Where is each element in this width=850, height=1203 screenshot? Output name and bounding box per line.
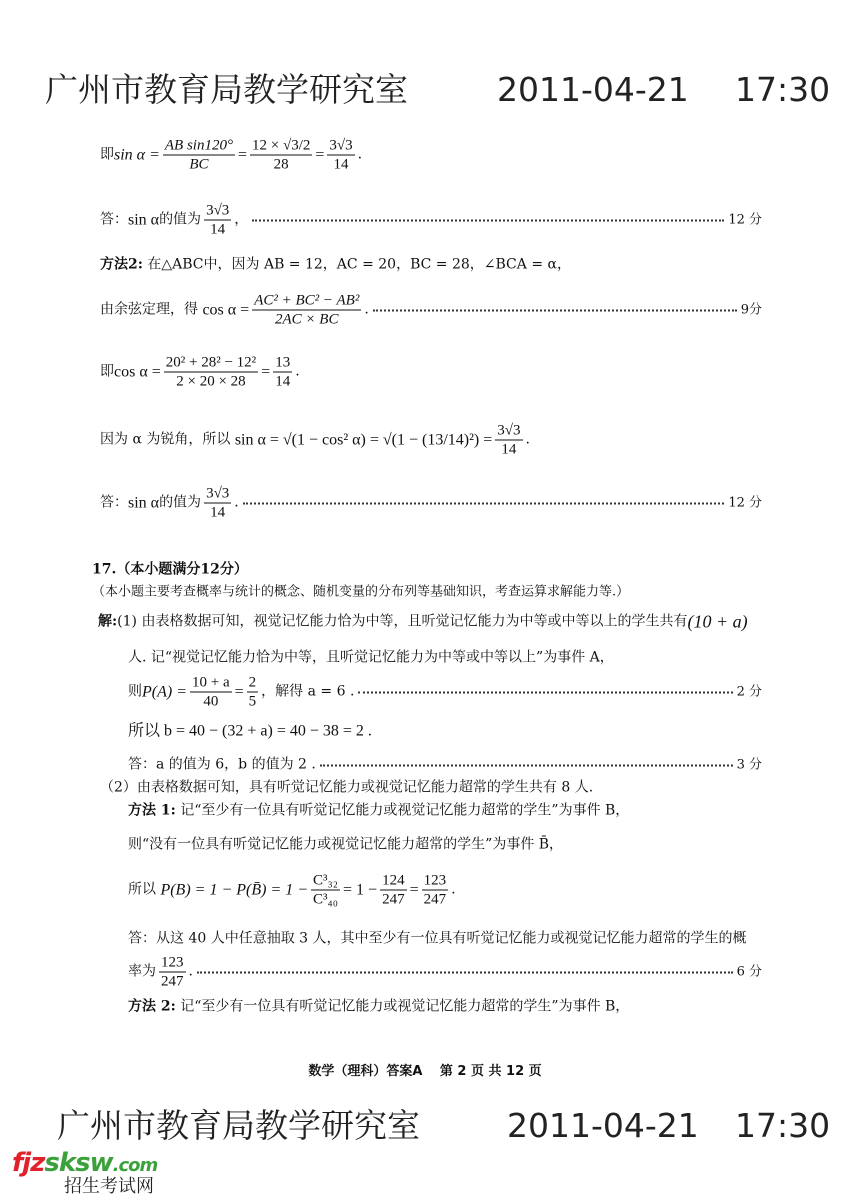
numerator: 3√3: [206, 485, 230, 502]
denominator: 5: [248, 693, 257, 710]
answer-prob-value-line: [128, 954, 762, 991]
text: .: [188, 963, 193, 980]
text: 记“至少有一位具有听觉记忆能力或视觉记忆能力超常的学生”为事件 B，: [180, 802, 630, 819]
text: .: [525, 431, 530, 448]
text: 的值为: [159, 494, 202, 511]
numerator: 20² + 28² − 12²: [165, 354, 257, 371]
text: 的值为: [159, 211, 202, 228]
text: 人. 记“视觉记忆能力恰为中等，且听觉记忆能力为中等或中等以上”为事件 A，: [128, 649, 614, 666]
part2-line: [100, 780, 762, 797]
method-label: 方法 1:: [128, 802, 176, 819]
dotted-leader: [320, 764, 733, 766]
math: sin α: [128, 211, 160, 229]
score: 6 分: [736, 964, 762, 980]
dotted-leader: [358, 691, 732, 693]
method-label: 方法2:: [100, 256, 143, 273]
text: 答：a 的值为 6，b 的值为 2 .: [128, 756, 316, 773]
fraction: [252, 292, 361, 329]
fraction: [247, 674, 259, 711]
text: 所以 b = 40 − (32 + a) = 40 − 38 = 2 .: [128, 722, 372, 740]
score: 12 分: [728, 212, 762, 228]
dotted-leader: [252, 219, 724, 221]
cosine-law-line: [100, 292, 762, 329]
numerator: 2: [248, 674, 257, 691]
math: =: [315, 146, 325, 164]
text: 率为: [128, 963, 156, 980]
fraction: [422, 872, 449, 909]
math: (10 + a): [687, 611, 748, 632]
text: 则: [128, 683, 142, 700]
score: 2 分: [736, 684, 762, 700]
fraction: [327, 137, 354, 174]
page-header: [0, 72, 850, 108]
text: 即: [100, 363, 114, 380]
math: cos α =: [202, 301, 250, 319]
fraction: [273, 354, 292, 391]
line-sin-calc: [100, 137, 762, 174]
score: 3 分: [736, 757, 762, 773]
denominator: 14: [210, 504, 226, 521]
method2-line: [100, 257, 762, 274]
denominator: 28: [273, 156, 289, 173]
dotted-leader: [243, 502, 725, 504]
fraction: [159, 954, 186, 991]
numerator: AC² + BC² − AB²: [254, 292, 360, 309]
denominator: 2 × 20 × 28: [176, 373, 246, 390]
answer-prob-line: [128, 931, 770, 948]
numerator: 123: [161, 954, 184, 971]
fraction: [311, 872, 340, 909]
numerator: 10 + a: [192, 674, 230, 691]
score: 12 分: [728, 495, 762, 511]
text: 答：: [100, 211, 128, 228]
method2b-line: [128, 999, 762, 1016]
logo-text-red: fjz: [12, 1148, 45, 1178]
numerator: 3√3: [329, 137, 353, 154]
question-17-title: [92, 562, 762, 579]
watermark-logo: [12, 1150, 157, 1198]
dotted-leader: [373, 309, 737, 311]
numerator: 13: [275, 354, 291, 371]
complement-event-line: [128, 837, 762, 854]
denominator: 2AC × BC: [275, 311, 339, 328]
cos-value-line: [100, 354, 762, 391]
text: 则“没有一位具有听觉记忆能力或视觉记忆能力超常的学生”为事件 B̄，: [128, 836, 564, 853]
fraction: [190, 674, 232, 711]
sin-from-cos-line: [100, 422, 762, 459]
text: ，: [234, 211, 249, 228]
numerator: C³₃₂: [313, 872, 339, 889]
numerator: 124: [382, 872, 405, 889]
logo-domain: .com: [112, 1155, 158, 1176]
denominator: 14: [333, 156, 349, 173]
math: =: [234, 683, 244, 701]
fraction: [495, 422, 522, 459]
text: .: [357, 146, 363, 163]
bottom-header-time: 17:30: [735, 1106, 831, 1145]
math: P(A) =: [142, 683, 187, 701]
text: 答：从这 40 人中任意抽取 3 人，其中至少有一位具有听觉记忆能力或视觉记忆能力超常的学生的概: [128, 930, 747, 947]
math: sin α =: [114, 146, 160, 164]
text: 所以: [128, 881, 156, 898]
text: .: [295, 363, 300, 380]
numerator: AB sin120°: [164, 137, 233, 154]
numerator: 3√3: [206, 202, 230, 219]
text: 即: [100, 146, 114, 163]
bottom-header-org: 广州市教育局教学研究室: [57, 1106, 420, 1145]
denominator: 40: [203, 693, 219, 710]
denominator: 14: [275, 373, 291, 390]
text: .: [451, 881, 456, 898]
page-footer: 数学（理科）答案A 第 2 页 共 12 页: [308, 1064, 542, 1079]
denominator: 247: [161, 973, 184, 990]
math: cos α =: [114, 363, 161, 381]
denominator: BC: [189, 156, 209, 173]
fraction: [163, 137, 235, 174]
denominator: 247: [423, 891, 447, 908]
solution-label: 解:: [98, 613, 118, 630]
math: P(B) = 1 − P(B̄) = 1 −: [160, 881, 309, 899]
bottom-header-date: 2011-04-21: [507, 1106, 699, 1145]
answer-line-2: [100, 485, 762, 522]
method-label: 方法 2:: [128, 998, 176, 1015]
text: (1) 由表格数据可知，视觉记忆能力恰为中等，且听觉记忆能力为中等或中等以上的学生共有: [117, 613, 688, 630]
math: = 1 −: [343, 881, 378, 899]
text: （2）由表格数据可知，具有听觉记忆能力或视觉记忆能力超常的学生共有 8 人.: [100, 779, 594, 796]
text: （本小题主要考查概率与统计的概念、随机变量的分布列等基础知识，考查运算求解能力等.）: [92, 584, 630, 600]
numerator: 3√3: [497, 422, 521, 439]
numerator: 123: [423, 872, 447, 889]
fraction: [250, 137, 312, 174]
text: 在△ABC中，因为 AB = 12，AC = 20，BC = 28，∠BCA = α，: [147, 256, 571, 273]
bottom-header: [0, 1108, 850, 1144]
logo-text-green: sksw: [44, 1148, 113, 1178]
logo-subtitle: 招生考试网: [64, 1176, 154, 1197]
solution-line-2: [128, 650, 762, 667]
answer-ab-line: [128, 757, 762, 774]
text: .: [234, 494, 239, 511]
denominator: 14: [210, 221, 226, 238]
fraction: [164, 354, 258, 391]
header-date: 2011-04-21: [497, 70, 689, 109]
numerator: 12 × √3/2: [252, 137, 311, 154]
logo-wordmark: [12, 1150, 157, 1176]
text: 因为 α 为锐角，所以: [100, 431, 231, 448]
text: ，解得 a = 6 .: [261, 683, 355, 700]
method1-line: [128, 803, 762, 820]
question-17-note: [92, 584, 762, 601]
math: sin α = √(1 − cos² α) = √(1 − (13/14)²) =: [234, 431, 493, 449]
b-value-line: [128, 723, 762, 740]
math: sin α: [128, 494, 160, 512]
math: =: [409, 881, 419, 899]
fraction: [204, 202, 231, 239]
denominator: C³₄₀: [313, 891, 339, 908]
header-time: 17:30: [735, 70, 831, 109]
probability-b-line: [128, 872, 762, 909]
text: 由余弦定理，得: [100, 301, 198, 318]
math: =: [237, 146, 247, 164]
dotted-leader: [197, 971, 733, 973]
answer-line-1: [100, 202, 762, 239]
text: 答：: [100, 494, 128, 511]
denominator: 247: [382, 891, 405, 908]
solution-line-1: [98, 611, 762, 632]
text: 17.（本小题满分12分）: [92, 561, 248, 578]
fraction: [380, 872, 407, 909]
fraction: [204, 485, 231, 522]
math: =: [261, 363, 271, 381]
denominator: 14: [501, 441, 517, 458]
score: 9分: [740, 302, 762, 318]
text: .: [364, 301, 369, 318]
header-org: 广州市教育局教学研究室: [45, 70, 408, 109]
probability-a-line: [128, 674, 762, 711]
text: 记“至少有一位具有听觉记忆能力或视觉记忆能力超常的学生”为事件 B，: [180, 998, 630, 1015]
